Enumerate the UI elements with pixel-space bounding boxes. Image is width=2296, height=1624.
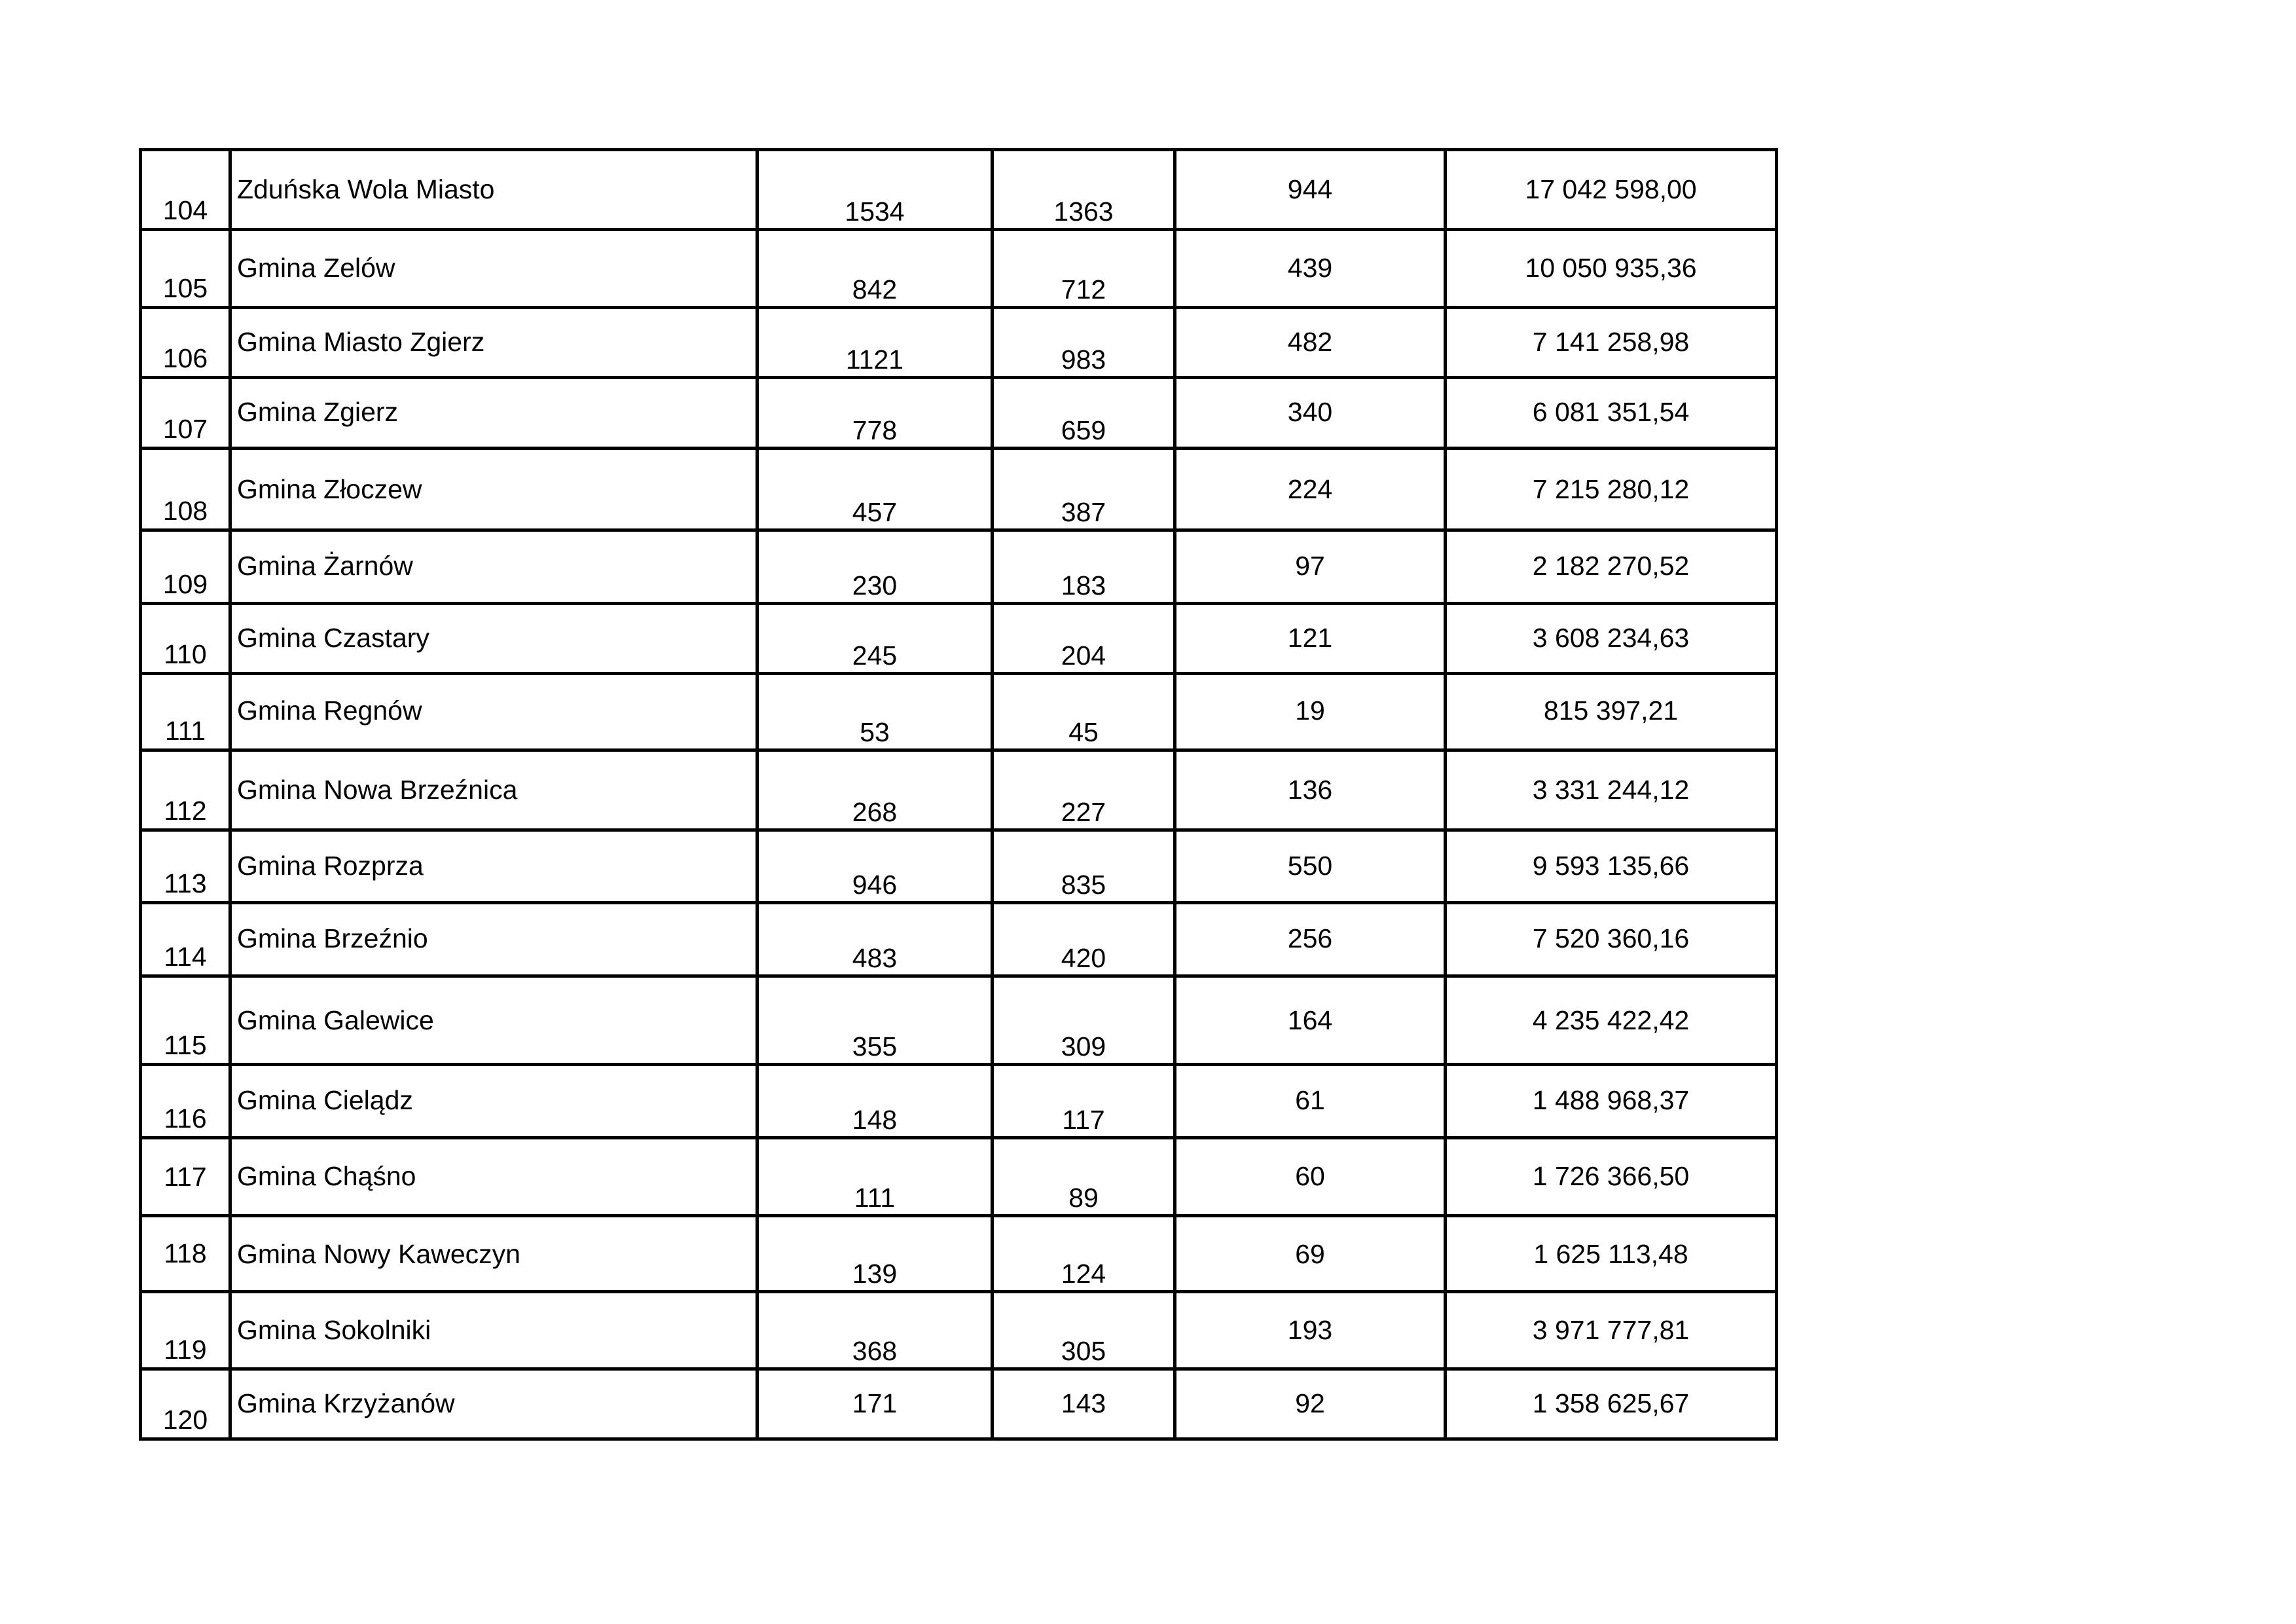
value-c: 92 (1175, 1369, 1446, 1439)
row-number: 114 (141, 903, 230, 976)
value-b: 45 (993, 674, 1175, 750)
value-c: 550 (1175, 830, 1446, 903)
value-a: 842 (757, 230, 993, 308)
amount: 6 081 351,54 (1446, 378, 1777, 449)
row-number: 120 (141, 1369, 230, 1439)
value-a: 268 (757, 750, 993, 830)
value-a: 1534 (757, 150, 993, 230)
municipality-name: Gmina Żarnów (230, 530, 757, 604)
value-c: 61 (1175, 1065, 1446, 1138)
value-b: 420 (993, 903, 1175, 976)
municipality-name: Gmina Brzeźnio (230, 903, 757, 976)
row-number: 105 (141, 230, 230, 308)
value-b: 835 (993, 830, 1175, 903)
value-a: 245 (757, 604, 993, 674)
municipality-name: Gmina Rozprza (230, 830, 757, 903)
row-number: 109 (141, 530, 230, 604)
row-number: 107 (141, 378, 230, 449)
value-a: 171 (757, 1369, 993, 1439)
value-a: 111 (757, 1138, 993, 1216)
value-a: 53 (757, 674, 993, 750)
value-b: 183 (993, 530, 1175, 604)
table-row (141, 1065, 1777, 1138)
value-b: 387 (993, 449, 1175, 530)
table-row (141, 1138, 1777, 1216)
value-c: 340 (1175, 378, 1446, 449)
value-b: 143 (993, 1369, 1175, 1439)
value-a: 355 (757, 976, 993, 1065)
municipality-name: Gmina Zelów (230, 230, 757, 308)
amount: 2 182 270,52 (1446, 530, 1777, 604)
row-number: 116 (141, 1065, 230, 1138)
amount: 3 608 234,63 (1446, 604, 1777, 674)
table-row (141, 750, 1777, 830)
amount: 1 358 625,67 (1446, 1369, 1777, 1439)
value-b: 659 (993, 378, 1175, 449)
data-table (139, 148, 1778, 1441)
row-number: 113 (141, 830, 230, 903)
value-b: 1363 (993, 150, 1175, 230)
amount: 1 726 366,50 (1446, 1138, 1777, 1216)
amount: 1 625 113,48 (1446, 1216, 1777, 1292)
value-c: 944 (1175, 150, 1446, 230)
value-c: 256 (1175, 903, 1446, 976)
municipality-name: Gmina Nowy Kaweczyn (230, 1216, 757, 1292)
table-row (141, 530, 1777, 604)
row-number: 110 (141, 604, 230, 674)
value-b: 89 (993, 1138, 1175, 1216)
municipality-name: Gmina Chąśno (230, 1138, 757, 1216)
row-number: 108 (141, 449, 230, 530)
value-a: 368 (757, 1292, 993, 1369)
value-c: 60 (1175, 1138, 1446, 1216)
value-c: 482 (1175, 308, 1446, 378)
table-row (141, 830, 1777, 903)
municipality-name: Gmina Sokolniki (230, 1292, 757, 1369)
value-c: 97 (1175, 530, 1446, 604)
value-a: 778 (757, 378, 993, 449)
row-number: 112 (141, 750, 230, 830)
value-b: 124 (993, 1216, 1175, 1292)
table-row (141, 449, 1777, 530)
value-a: 457 (757, 449, 993, 530)
municipality-name: Gmina Regnów (230, 674, 757, 750)
municipality-name: Zduńska Wola Miasto (230, 150, 757, 230)
value-b: 309 (993, 976, 1175, 1065)
row-number: 115 (141, 976, 230, 1065)
amount: 10 050 935,36 (1446, 230, 1777, 308)
amount: 7 520 360,16 (1446, 903, 1777, 976)
amount: 1 488 968,37 (1446, 1065, 1777, 1138)
row-number: 106 (141, 308, 230, 378)
value-a: 946 (757, 830, 993, 903)
value-c: 19 (1175, 674, 1446, 750)
value-a: 148 (757, 1065, 993, 1138)
amount: 3 971 777,81 (1446, 1292, 1777, 1369)
value-b: 227 (993, 750, 1175, 830)
municipality-name: Gmina Zgierz (230, 378, 757, 449)
value-b: 204 (993, 604, 1175, 674)
value-c: 121 (1175, 604, 1446, 674)
row-number: 119 (141, 1292, 230, 1369)
row-number: 111 (141, 674, 230, 750)
municipality-name: Gmina Nowa Brzeźnica (230, 750, 757, 830)
amount: 3 331 244,12 (1446, 750, 1777, 830)
amount: 7 141 258,98 (1446, 308, 1777, 378)
value-b: 305 (993, 1292, 1175, 1369)
municipality-name: Gmina Krzyżanów (230, 1369, 757, 1439)
table-row (141, 903, 1777, 976)
value-a: 1121 (757, 308, 993, 378)
value-b: 117 (993, 1065, 1175, 1138)
amount: 4 235 422,42 (1446, 976, 1777, 1065)
value-c: 193 (1175, 1292, 1446, 1369)
table-row (141, 1369, 1777, 1439)
value-a: 230 (757, 530, 993, 604)
amount: 7 215 280,12 (1446, 449, 1777, 530)
table-row (141, 674, 1777, 750)
table-row (141, 976, 1777, 1065)
value-a: 139 (757, 1216, 993, 1292)
value-b: 983 (993, 308, 1175, 378)
table-row (141, 604, 1777, 674)
municipality-name: Gmina Cielądz (230, 1065, 757, 1138)
table-row (141, 1292, 1777, 1369)
row-number: 117 (141, 1138, 230, 1216)
table-row (141, 378, 1777, 449)
table-row (141, 150, 1777, 230)
table-row (141, 308, 1777, 378)
row-number: 104 (141, 150, 230, 230)
amount: 9 593 135,66 (1446, 830, 1777, 903)
amount: 17 042 598,00 (1446, 150, 1777, 230)
municipality-name: Gmina Miasto Zgierz (230, 308, 757, 378)
row-number: 118 (141, 1216, 230, 1292)
value-c: 439 (1175, 230, 1446, 308)
value-c: 224 (1175, 449, 1446, 530)
value-c: 136 (1175, 750, 1446, 830)
value-b: 712 (993, 230, 1175, 308)
amount: 815 397,21 (1446, 674, 1777, 750)
value-a: 483 (757, 903, 993, 976)
municipality-name: Gmina Galewice (230, 976, 757, 1065)
municipality-name: Gmina Złoczew (230, 449, 757, 530)
value-c: 69 (1175, 1216, 1446, 1292)
data-table-container (139, 148, 1778, 1441)
municipality-name: Gmina Czastary (230, 604, 757, 674)
table-row (141, 1216, 1777, 1292)
table-row (141, 230, 1777, 308)
value-c: 164 (1175, 976, 1446, 1065)
